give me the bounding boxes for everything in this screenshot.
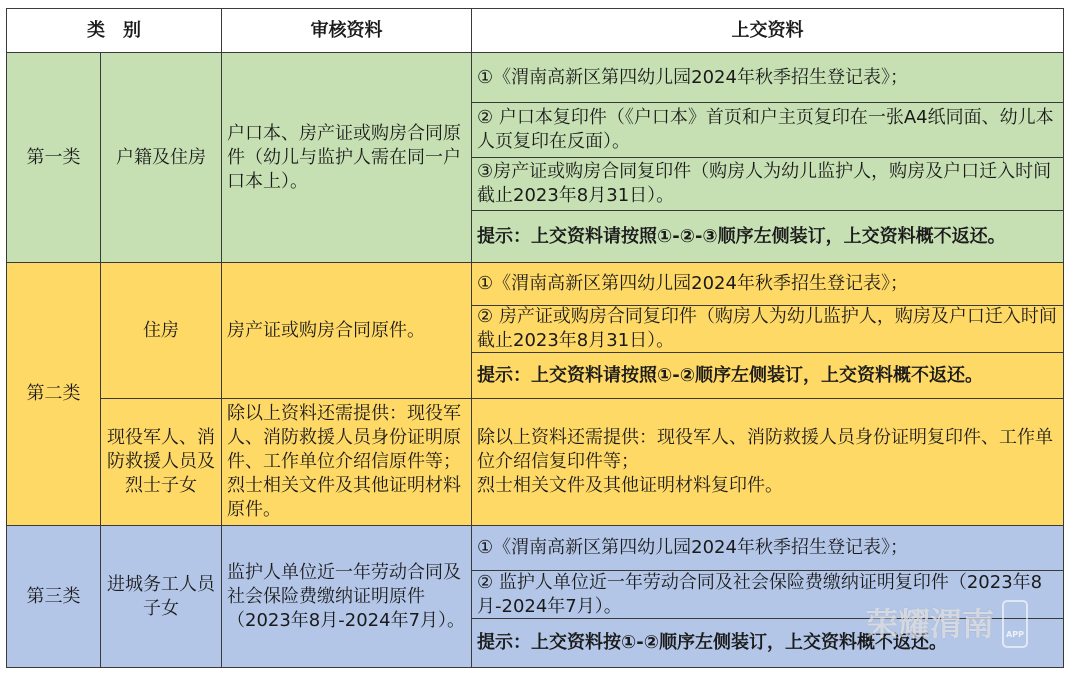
submit-item-text: ② 户口本复印件（《户口本》首页和户主页复印在一张A4纸同面、幼儿本人页复印在反面）。 [477,107,1054,152]
submit-item-1-1 [471,52,1064,103]
review-cell-3-1 [221,525,472,668]
category-label-3: 第三类 [26,585,81,607]
submit-tip-2 [471,352,1064,399]
submit-item-text: ② 房产证或购房合同复印件（购房人为幼儿监护人，购房及户口迁入时间截止2023年8月31日）。 [477,306,1057,351]
category-cell-3 [6,525,101,668]
watermark-text: 荣耀渭南 [866,605,995,643]
submit-tip-3 [471,618,1064,668]
subcategory-cell-1-1 [100,52,222,263]
submit-item-3-1 [471,525,1064,571]
subcategory-label: 住房 [143,319,179,341]
review-text: 监护人单位近一年劳动合同及社会保险费缴纳证明原件（2023年8月-2024年7月）。 [227,561,466,631]
watermark-app-badge: APP [1002,600,1028,648]
header-submit-materials [471,8,1064,53]
submit-item-text: ①《渭南高新区第四幼儿园2024年秋季招生登记表》； [477,273,908,294]
subcategory-cell-3-1 [100,525,222,668]
category-label-1: 第一类 [26,146,81,168]
submit-item-2-2 [471,305,1064,353]
submit-tip-text: 提示：上交资料请按照①-②-③顺序左侧装订，上交资料概不返还。 [477,225,1006,247]
subcategory-cell-2-2 [100,398,222,526]
submit-item-text: ③房产证或购房合同复印件（购房人为幼儿监护人，购房及户口迁入时间截止2023年8月31日）。 [477,161,1052,206]
review-cell-2-2 [221,398,472,526]
review-cell-2-1 [221,262,472,399]
review-text: 除以上资料还需提供：现役军人、消防救援人员身份证明原件、工作单位介绍信原件等； 烈士相关文件及其他证明材料原件。 [227,403,461,520]
category-cell-1 [6,52,101,263]
header-review-materials [221,8,472,53]
subcategory-cell-2-1 [100,262,222,399]
submit-item-text: ② 监护人单位近一年劳动合同及社会保险费缴纳证明复印件（2023年8月-2024年7月）。 [477,571,1043,617]
category-cell-2 [6,262,101,526]
review-cell-1-1 [221,52,472,263]
submit-item-3-2 [471,570,1064,619]
submit-item-1-2 [471,102,1064,158]
header-submit-label: 上交资料 [731,19,804,41]
submit-tip-1 [471,210,1064,263]
subcategory-label: 现役军人、消防救援人员及烈士子女 [107,427,215,496]
submit-item-2-3 [471,398,1064,526]
submit-item-text: 除以上资料还需提供：现役军人、消防救援人员身份证明复印件、工作单位介绍信复印件等； 烈士相关文件及其他证明材料复印件。 [477,427,1053,496]
submit-item-2-1 [471,262,1064,306]
subcategory-label: 进城务工人员子女 [107,573,215,619]
review-text: 户口本、房产证或购房合同原件（幼儿与监护人需在同一户口本上）。 [227,122,461,192]
submit-item-text: ①《渭南高新区第四幼儿园2024年秋季招生登记表》； [477,66,908,88]
review-text: 房产证或购房合同原件。 [227,319,425,341]
submit-item-text: ①《渭南高新区第四幼儿园2024年秋季招生登记表》； [477,537,908,558]
header-review-label: 审核资料 [310,19,383,41]
submit-tip-text: 提示：上交资料请按照①-②顺序左侧装订，上交资料概不返还。 [477,364,983,386]
submit-item-1-3 [471,157,1064,211]
header-category-label: 类 别 [87,19,141,41]
category-label-2: 第二类 [26,383,81,404]
subcategory-label: 户籍及住房 [116,146,206,168]
header-category [6,8,222,53]
submit-tip-text: 提示：上交资料按①-②顺序左侧装订，上交资料概不返还。 [477,632,947,653]
